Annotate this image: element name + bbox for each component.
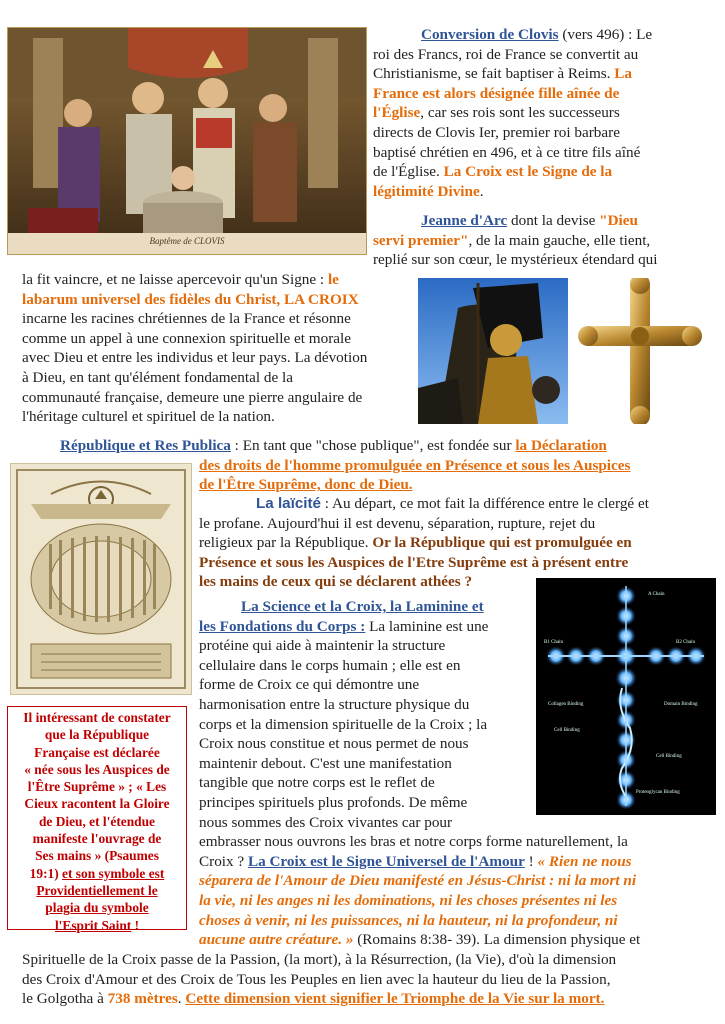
laminin-label-c2: Cell Binding <box>554 728 580 733</box>
laminine-paragraph-bottom: Spirituelle de la Croix passe de la Passion, (la mort), à la Résurrection, (la Vie), d'où la dimension des Croix d'Amour et des Croix de Tous les Peuples en lien avec la hauteur du lieu de la Passion, le Golgotha à 738 mètres. Cette dimension vient signifier le Triomphe de la Vie sur la mort. <box>22 951 617 1008</box>
declaration-engraving-image <box>10 463 192 695</box>
jeanne-title: Jeanne d'Arc <box>421 212 508 229</box>
jeanne-paragraph-bottom: la fit vaincre, et ne laisse apercevoir qu'un Signe : le labarum universel des fidèles du Christ, LA CROIX incarne les racines chrétiennes de la France et résonne comme un appel à une connexion spirituelle et morale avec Dieu et entre les individus et leur pays. La dévotion à Dieu, en tant qu'élément fondamental de la communauté française, demeure une pierre angulaire de l'héritage culturel et spirituel de la nation. <box>22 271 368 426</box>
laminin-label-b1: B1 Chain <box>544 640 564 645</box>
republique-sidebox: Il intéressant de constater que la République Française est déclarée « née sous les Auspices de l'Être Suprême » ; « Les Cieux racontent la Gloire de Dieu, et l'étendue manifeste l'ouvrage de Ses mains » (Psaumes 19:1) et son symbole est Providentiellement le plagia du symbole l'Esprit Saint ! <box>7 706 187 930</box>
laicite-paragraph: La laïcité : Au départ, ce mot fait la différence entre le clergé et le profane. Aujourd'hui il est devenu, séparation, rupture, rejet du religieux par la République. Or la République qui est promulguée en Présence et sous les Auspices de l'Etre Suprême est à présent entre les mains de ceux qui se déclarent athées ? <box>199 495 649 591</box>
republique-paragraph: République et Res Publica : En tant que "chose publique", est fondée sur la Déclaration des droits de l'homme promulguée en Présence et sous les Auspices de l'Être Suprême, donc de Dieu. <box>60 437 631 494</box>
laminin-label-c1: Collagen Binding <box>548 702 584 707</box>
clovis-title: Conversion de Clovis <box>421 26 559 43</box>
laicite-title: La laïcité <box>256 495 321 512</box>
laminin-label-c5: Proteoglycan Binding <box>636 790 680 795</box>
clovis-image-caption: Baptême de CLOVIS <box>149 236 225 246</box>
laminin-cross-image <box>536 578 716 815</box>
jeanne-paragraph-top: Jeanne d'Arc dont la devise "Dieu servi premier", de la main gauche, elle tient, replié sur son cœur, le mystérieux étendard qui <box>373 212 658 269</box>
clovis-baptism-image <box>7 27 367 255</box>
republique-title: République et Res Publica <box>60 437 231 454</box>
jeanne-cross-image <box>418 278 716 424</box>
laminin-label-b2: B2 Chain <box>676 640 696 645</box>
laminin-label-a: A Chain <box>648 592 665 597</box>
laminine-paragraph-top: La Science et la Croix, la Laminine et les Fondations du Corps : La laminine est une protéine qui aide à maintenir la structure cellulaire dans le corps humain ; elle est en forme de Croix ce qui démontre une harmonisation entre la structure physique du corps et la dimension spirituelle de la Croix ; la Croix nous constitue et nous permet de nous maintenir debout. C'est une manifestation tangible que notre corps est le reflet de principes spirituels plus profonds. De même nous sommes des Croix vivantes car pour embrasser nous ouvrons les bras et notre corps forme naturellement, la Croix ? La Croix est le Signe Universel de l'Amour ! « Rien ne nous séparera de l'Amour de Dieu manifesté en Jésus-Christ : ni la mort ni la vie, ni les anges ni les dominations, ni les choses présentes ni les choses à venir, ni les puissances, ni la hauteur, ni la profondeur, ni aucune autre créature. » (Romains 8:38- 39). La dimension physique et <box>199 598 641 949</box>
laminin-label-c4: Domain Binding <box>664 702 698 707</box>
laminine-title: La Science et la Croix, la Laminine et <box>241 598 484 615</box>
clovis-paragraph: Conversion de Clovis (vers 496) : Le roi des Francs, roi de France se convertit au Christianisme, se fait baptiser à Reims. La France est alors désignée fille aînée de l'Église, car ses rois sont les successeurs directs de Clovis Ier, premier roi barbare baptisé chrétien en 496, et à ce titre fils aîné de l'Église. La Croix est le Signe de la légitimité Divine. <box>373 26 653 200</box>
laminin-label-c3: Cell Binding <box>656 754 682 759</box>
